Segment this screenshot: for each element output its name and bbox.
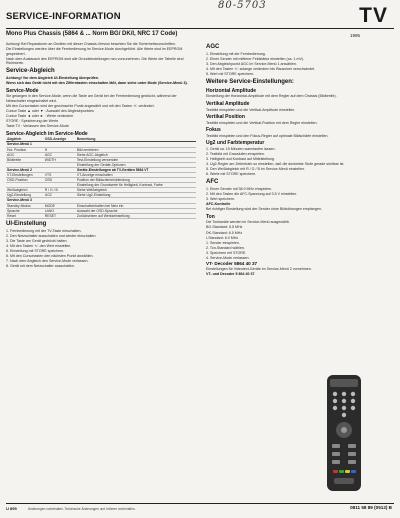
- list-item: 4. Mit den Tasten +/- den Wert einstellen.: [6, 244, 72, 249]
- table-header-cell: Bemerkung: [76, 137, 196, 142]
- remote-control-icon: [325, 374, 363, 492]
- footer-code: U 895: [6, 506, 17, 511]
- handwritten-number: 80-5703: [218, 0, 267, 11]
- table-cell: Geräte-Einstellungen ab TV-Geräten 5864 VT: [76, 167, 196, 172]
- mode-text: STORE : Speicherung der Werte: [6, 119, 59, 124]
- table-cell: Einstellung der Grundwerte für Helligkeit, Kontrast, Farbe: [76, 183, 196, 188]
- list-item: 6. Mit den Cursortasten den nächsten Punkt anwählen.: [6, 254, 94, 259]
- list-item: 6. Werte mit STORE speichern.: [206, 172, 257, 177]
- subheading-focus: Fokus: [206, 127, 221, 134]
- table-header-cell: OSD-Anzeige: [44, 137, 76, 142]
- chassis-subtitle: Mono Plus Chassis (5864 & ... Norm BG/ DK/I, NRC 17 Code): [6, 31, 178, 37]
- list-item: 1. Einen Sender mit 38.9 MHz einspielen.: [206, 186, 273, 191]
- page-title: SERVICE-INFORMATION: [6, 11, 121, 22]
- list-item: 3. Wert speichern.: [206, 197, 236, 202]
- table-cell: Einschaltverhalten bei Netz ein: [76, 203, 196, 208]
- ton-block: [206, 220, 321, 277]
- vt-decoder-footer: VT- und Decoder 5 864 40 37: [206, 272, 255, 277]
- body-text: BG-Standard: 5.5 MHz: [206, 225, 243, 230]
- intro-paragraph: Achtung! Bei Reparaturen an Geräten mit dieser Chassis-Version beachten Sie die Sicherheitsvorschriften.: [6, 42, 176, 46]
- list-item: 3. Helligkeit und Kontrast auf Mittelstellung.: [206, 157, 275, 162]
- subheading-hor-amplitude: Horizontal Amplitude: [206, 87, 257, 94]
- list-item: 5. Einstellung mit STORE speichern.: [6, 249, 65, 254]
- left-column: [6, 42, 196, 270]
- table-cell: Reset: [6, 213, 44, 218]
- list-item: 1. Sender einspielen.: [206, 240, 240, 245]
- year-label: 1995: [349, 33, 360, 38]
- brand-label: TV: [359, 4, 388, 27]
- list-item: 2. Mit den Tasten die AFC-Spannung auf 3.5 V einstellen.: [206, 192, 298, 196]
- list-item: 1. Gerät ca. 15 Minuten warmlaufen lassen.: [206, 146, 276, 151]
- footer-rule: [6, 503, 394, 504]
- header-rule: [6, 28, 394, 29]
- mode-text: Cursor Taste ▲ oder ▼ : Auswahl des Abgleichpunktes: [6, 108, 94, 113]
- section-heading-table: Service-Abgleich im Service-Mode: [6, 130, 88, 137]
- table-cell: H: [44, 147, 76, 152]
- body-text: Testbild einspielen und die Vertikal-Position mit dem Regler einstellen.: [206, 120, 318, 125]
- list-item: 2. Den Netzschalter ausschalten und wieder einschalten.: [6, 233, 97, 238]
- body-text: I-Standard: 6.0 MHz: [206, 235, 239, 240]
- table-cell: WIDTH: [44, 157, 76, 162]
- vt-decoder-heading: VT- Decoder 5864 40 37: [206, 261, 258, 267]
- table-cell: Service-Menü 2: [6, 167, 44, 172]
- subheading-vert-amplitude: Vertikal Amplitude: [206, 101, 250, 108]
- table-cell: Siehe Ug2-Einstellung: [76, 193, 196, 198]
- mode-text: Taste TV : Verlassen des Service-Mode: [6, 124, 69, 129]
- section-heading-mode: Service-Mode: [6, 87, 39, 94]
- table-header-cell: Abgleich: [6, 137, 44, 142]
- section-heading-weitere: Weitere Service-Einstellungen:: [206, 78, 294, 85]
- afc-kontrolle-heading: AFC-Kontrolle: [206, 202, 231, 207]
- body-text: Testbild einspielen und den Fokus-Regler auf optimale Bildschärfe einstellen.: [206, 133, 329, 138]
- table-cell: RESET: [44, 213, 76, 218]
- table-cell: Bildbreite: [6, 157, 44, 162]
- section-heading-abgleich: Service-Abgleich: [6, 67, 55, 74]
- table-cell: Service-Menü 1: [6, 142, 44, 147]
- table-cell: Siehe Weißabgleich: [76, 188, 196, 193]
- list-item: 1. Einstellung mit der Fernbedienung.: [206, 52, 266, 56]
- footer-part-number: 0811 58 89 (0512) B: [350, 505, 392, 510]
- table-cell: OSD-Position: [6, 178, 44, 183]
- table-cell: Position der Bildschirmeinblendung: [76, 178, 196, 183]
- table-cell: R / G / B: [44, 188, 76, 193]
- table-cell: Ug2-Einstellung: [6, 193, 44, 198]
- table-cell: Standby-Modus: [6, 203, 44, 208]
- table-cell: OSD: [44, 178, 76, 183]
- list-item: 2. Ton-Standard wählen.: [206, 245, 245, 250]
- body-text: Testbild einspielen und die Vertikal-Amplitude einstellen.: [206, 107, 296, 112]
- table-cell: VTS: [44, 172, 76, 177]
- warning-text: Wenn sich das Gerät nicht mit den Zifferntasten einschalten läßt, dann siehe unter Mode (Service-Menü 3).: [6, 81, 188, 86]
- footer-note: Änderungen vorbehalten. Technische Änderungen und Irrtümer vorbehalten.: [28, 506, 136, 511]
- list-item: 1. Fernbedienung mit der TV-Taste einschalten.: [6, 228, 82, 233]
- table-cell: UG2: [44, 193, 76, 198]
- subheading-ton: Ton: [206, 213, 215, 220]
- table-cell: Zurücksetzen auf Werkseinstellung: [76, 213, 196, 218]
- intro-paragraph: Die Einstellungen werden über die Fernbedienung im Service-Mode durchgeführt. Alle Werte sind im EEPROM gespeichert.: [6, 47, 183, 56]
- list-item: 4. Service-Mode verlassen.: [206, 256, 250, 261]
- mode-text: Cursor Taste ◄ oder ► : Werte verändern: [6, 114, 74, 119]
- warning-text: Achtung! Vor dem Abgleich UI-Einstellung überprüfen.: [6, 75, 100, 80]
- list-item: 3. Die Taste am Gerät gedrückt halten.: [6, 239, 68, 243]
- table-cell: MODE: [44, 203, 76, 208]
- table-cell: VT-Anzeige einschalten: [76, 172, 196, 177]
- table-cell: Siehe AGC-Abgleich: [76, 152, 196, 157]
- table-cell: Bild zentrieren: [76, 147, 196, 152]
- list-item: 2. Einen Sender mit mittlerer Feldstärke einstellen (ca. 1 mV).: [206, 57, 305, 62]
- table-cell: Sprache: [6, 208, 44, 213]
- body-text: Die Tonkanäle werden im Service-Menü ausgewählt.: [206, 220, 290, 225]
- list-item: 3. Den Abgleichpunkt AGC im Service-Menü 1 anwählen.: [206, 62, 297, 67]
- intro-paragraph: Nach dem Austausch des EEPROM sind alle Grundeinstellungen neu vorzunehmen. Die Werte der Tabelle sind Richtwerte.: [6, 56, 184, 66]
- table-cell: Hor. Position: [6, 147, 44, 152]
- list-item: 2. Testbild mit Graustufen einspielen.: [206, 151, 265, 156]
- list-item: 5. Den Weißabgleich mit R / G / B im Service-Menü einstellen.: [206, 167, 305, 172]
- section-heading-agc: AGC: [206, 44, 220, 50]
- list-item: 3. Speichern mit STORE.: [206, 250, 247, 255]
- table-cell: Service-Menü 3: [6, 198, 44, 203]
- mode-text: Mit den Cursortasten wird der gewünschte Punkt angewählt und mit den Tasten +/- verändert.: [6, 103, 155, 108]
- table-cell: AGC: [6, 152, 44, 157]
- section-heading-ui: UI-Einstellung: [6, 220, 47, 227]
- list-item: 7. Nach dem Abgleich den Service-Mode verlassen.: [6, 259, 89, 264]
- list-item: 4. Mit den Tasten +/- solange verändern bis Rauschen verschwindet.: [206, 67, 316, 72]
- list-item: 8. Gerät mit dem Netzschalter ausschalten.: [6, 264, 75, 269]
- body-text: Bei richtiger Einstellung wird der Sender ohne Bildstörungen empfangen.: [206, 207, 322, 212]
- table-row: [6, 213, 196, 218]
- table-cell: Auswahl der OSD-Sprache: [76, 208, 196, 213]
- table-cell: Weißabgleich: [6, 188, 44, 193]
- subheading-vert-position: Vertikal Position: [206, 114, 245, 121]
- table-cell: VT-Einstellungen: [6, 172, 44, 177]
- body-text: Einstellungen für Videotext-Geräte im Service-Menü 2 vornehmen.: [206, 267, 312, 272]
- table-cell: Einstellung der Geräte-Optionen: [76, 162, 196, 167]
- mode-text: Sie gelangen in den Service-Mode, wenn die Taste am Gerät bei der Fernbedienung gedrückt, während der Netzschalter eingeschaltet wird.: [6, 94, 177, 103]
- right-column: [206, 42, 392, 277]
- list-item: 5. Wert mit STORE speichern.: [206, 72, 255, 77]
- table-cell: AGC: [44, 152, 76, 157]
- body-text: Einstellung der Horizontal-Amplitude mit dem Regler auf dem Chassis (Bildbreite).: [206, 94, 337, 99]
- section-heading-afc: AFC: [206, 178, 219, 185]
- body-text: DK-Standard: 6.5 MHz: [206, 230, 243, 235]
- list-item: 4. Ug2-Regler am Zeilentrafo so einstellen, daß die dunkelste Stufe gerade sichtbar ist.: [206, 162, 345, 167]
- subheading-ug2: Ug2 und Farbtemperatur: [206, 140, 265, 147]
- table-cell: Test-Einstellung verwenden: [76, 157, 196, 162]
- table-cell: LANG: [44, 208, 76, 213]
- service-table: [6, 137, 196, 219]
